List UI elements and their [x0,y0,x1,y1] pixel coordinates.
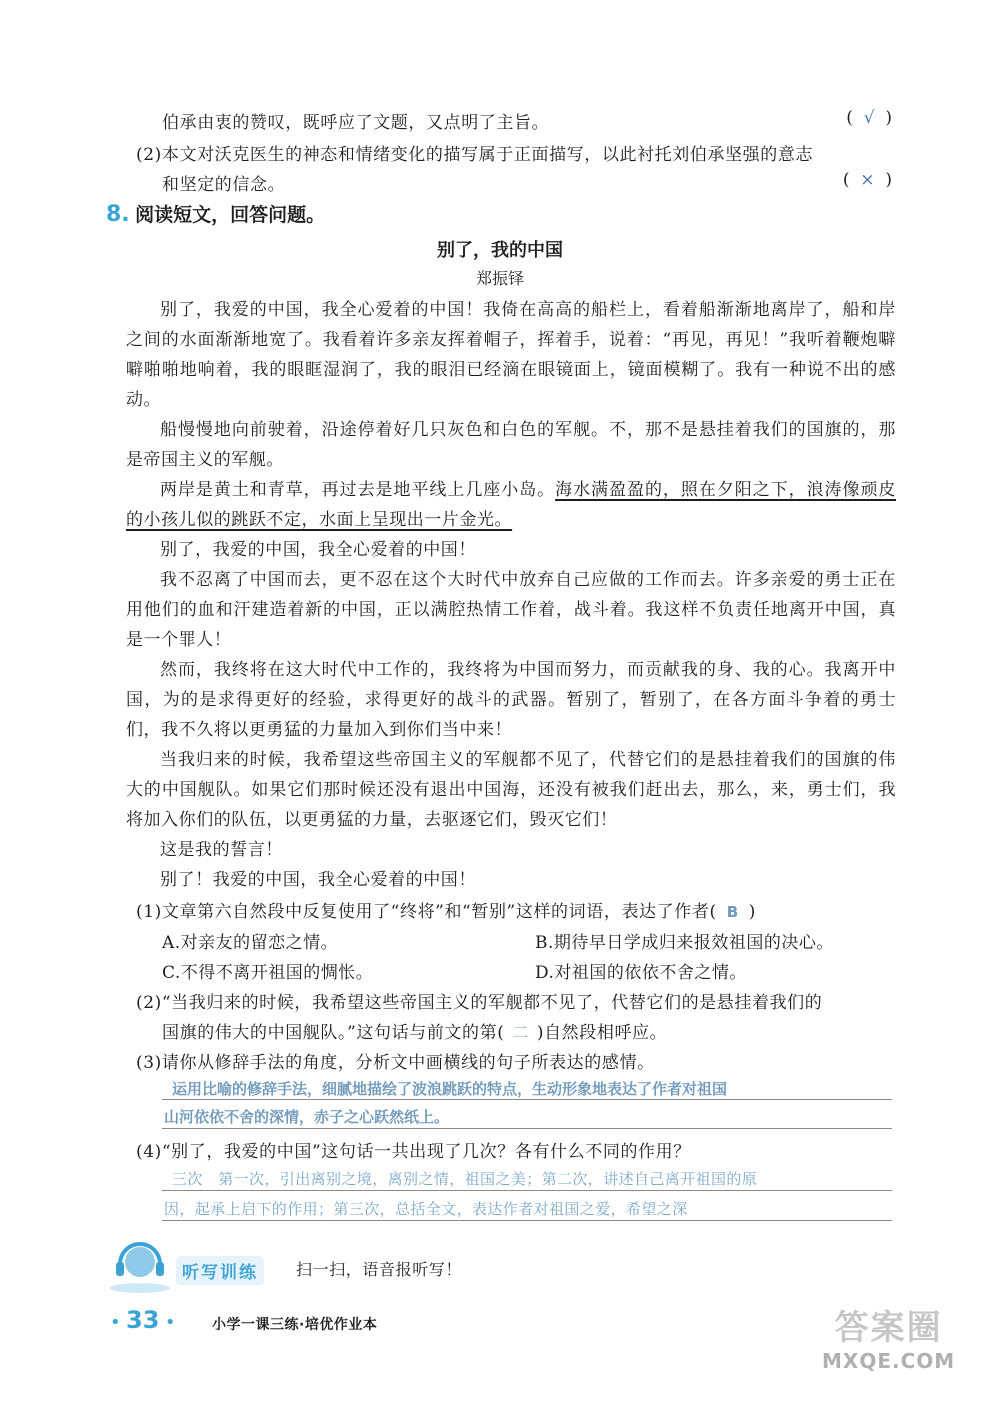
prev-item-line: 伯承由衷的赞叹，既呼应了文题，又点明了主旨。 [162,113,550,133]
q4-answer-rule-1 [162,1190,892,1191]
q2-text-before: 国旗的伟大的中国舰队。”这句话与前文的第( [162,1023,505,1043]
q4-answer-line2: 因，起承上启下的作用；第三次，总括全文，表达作者对祖国之爱，希望之深 [164,1200,688,1218]
q3-answer-rule-2 [162,1128,892,1129]
dictation-scan-text[interactable]: 扫一扫，语音报听写！ [296,1260,463,1279]
headphones-icon [108,1238,172,1294]
q1-option-d: D.对祖国的依依不舍之情。 [535,963,747,983]
q8-number: 8. [106,202,130,227]
passage-paragraph-5: 我不忍离了中国而去，更不忍在这个大时代中放弃自己应做的工作而去。许多亲爱的勇士正在用他们的血和汗建造着新的中国，正以满腔热情工作着，战斗着。我这样不负责任地离开中国，真是一个罪人！ [126,570,896,650]
dictation-banner [108,1238,172,1299]
prev-item-mark: ( √ ) [846,108,892,128]
question-1 [136,897,756,922]
watermark-logo-text: 答案圈 [834,1308,943,1348]
q1-text: (1)文章第六自然段中反复使用了“终将”和“暂别”这样的词语，表达了作者( [136,902,717,922]
q3-answer-line1: 运用比喻的修辞手法，细腻地描绘了波浪跳跃的特点，生动形象地表达了作者对祖国 [172,1080,728,1098]
watermark [822,1300,955,1373]
q4-text: (4)“别了，我爱的中国”这句话一共出现了几次？各有什么不同的作用？ [136,1142,691,1162]
check-mark: √ [863,108,875,128]
q1-option-c: C.不得不离开祖国的惆怅。 [162,963,374,983]
watermark-url: MXQE.COM [822,1349,956,1373]
q8-instruction: 阅读短文，回答问题。 [135,204,326,226]
q2-text-after: )自然段相呼应。 [536,1023,668,1043]
passage-title: 别了，我的中国 [437,240,563,261]
passage-author: 郑振铎 [475,269,524,288]
q1-option-a: A.对亲友的留恋之情。 [162,933,339,953]
paragraph-3-text: 两岸是黄土和青草，再过去是地平线上几座小岛。 [160,480,556,500]
passage-paragraph-3 [126,475,896,535]
q1-answer: B [726,903,739,921]
q2-line2 [162,1018,667,1043]
q3-text: (3)请你从修辞手法的角度，分析文中画横线的句子所表达的感情。 [136,1053,655,1073]
prev-item-2-mark: ( × ) [842,170,892,190]
underlined-sentence: 海水满盈盈的，照在夕阳之下，浪涛像顽皮的小孩儿似的跳跃不定，水面上呈现出一片金光。 [126,480,896,530]
q3-answer-rule-1 [162,1099,892,1100]
prev-item-2-line1: (2)本文对沃克医生的神态和情绪变化的描写属于正面描写，以此衬托刘伯承坚强的意志 [136,145,814,165]
passage-paragraph-1: 别了，我爱的中国，我全心爱着的中国！我倚在高高的船栏上，看着船渐渐地离岸了，船和岸之间的水面渐渐地宽了。我看着许多亲友挥着帽子，挥着手，说着：“再见，再见！”我听着鞭炮噼噼啪啪地响着，我的眼眶湿润了，我的眼泪已经滴在眼镜面上，镜面模糊了。我有一种说不出的感动。 [126,300,896,410]
q1-option-b: B.期待早日学成归来报效祖国的决心。 [535,933,834,953]
page-number-block: • 33 • [110,1306,176,1334]
passage-paragraph-4: 别了，我爱的中国，我全心爱着的中国！ [160,540,476,560]
passage-paragraph-6: 然而，我终将在这大时代中工作的，我终将为中国而努力，而贡献我的身、我的心。我离开中国，为的是求得更好的经验，求得更好的战斗的武器。暂别了，暂别了，在各方面斗争着的勇士们，我不久将以更勇猛的力量加入到你们当中来！ [126,660,896,740]
cross-mark: × [860,170,875,190]
passage-paragraph-9: 别了！我爱的中国，我全心爱着的中国！ [160,870,476,890]
q2-answer: 二 [512,1023,529,1042]
q3-answer-line2: 山河依依不舍的深情，赤子之心跃然纸上。 [164,1108,450,1126]
q4-answer-rule-2 [162,1220,892,1221]
book-title: 小学一课三练·培优作业本 [212,1317,378,1333]
q1-close: ) [748,902,756,922]
q2-line1: (2)“当我归来的时候，我希望这些帝国主义的军舰都不见了，代替它们的是悬挂着我们的 [136,993,823,1013]
q8-header [106,200,325,227]
passage-paragraph-8: 这是我的誓言！ [160,840,283,860]
passage-paragraph-2: 船慢慢地向前驶着，沿途停着好几只灰色和白色的军舰。不，那不是悬挂着我们的国旗的，那是帝国主义的军舰。 [126,420,896,470]
passage-paragraph-7: 当我归来的时候，我希望这些帝国主义的军舰都不见了，代替它们的是悬挂着我们的国旗的伟大的中国舰队。如果它们那时候还没有退出中国海，还没有被我们赶出去，那么，来，勇士们，我将加入你们的队伍，以更勇猛的力量，去驱逐它们，毁灭它们！ [126,750,896,830]
prev-item-2-line2: 和坚定的信念。 [162,175,286,195]
q4-answer-line1: 三次 第一次，引出离别之境，离别之情，祖国之美；第二次，讲述自己离开祖国的原 [172,1170,758,1188]
page-number: 33 [126,1306,160,1334]
dictation-label: 听写训练 [176,1256,264,1285]
